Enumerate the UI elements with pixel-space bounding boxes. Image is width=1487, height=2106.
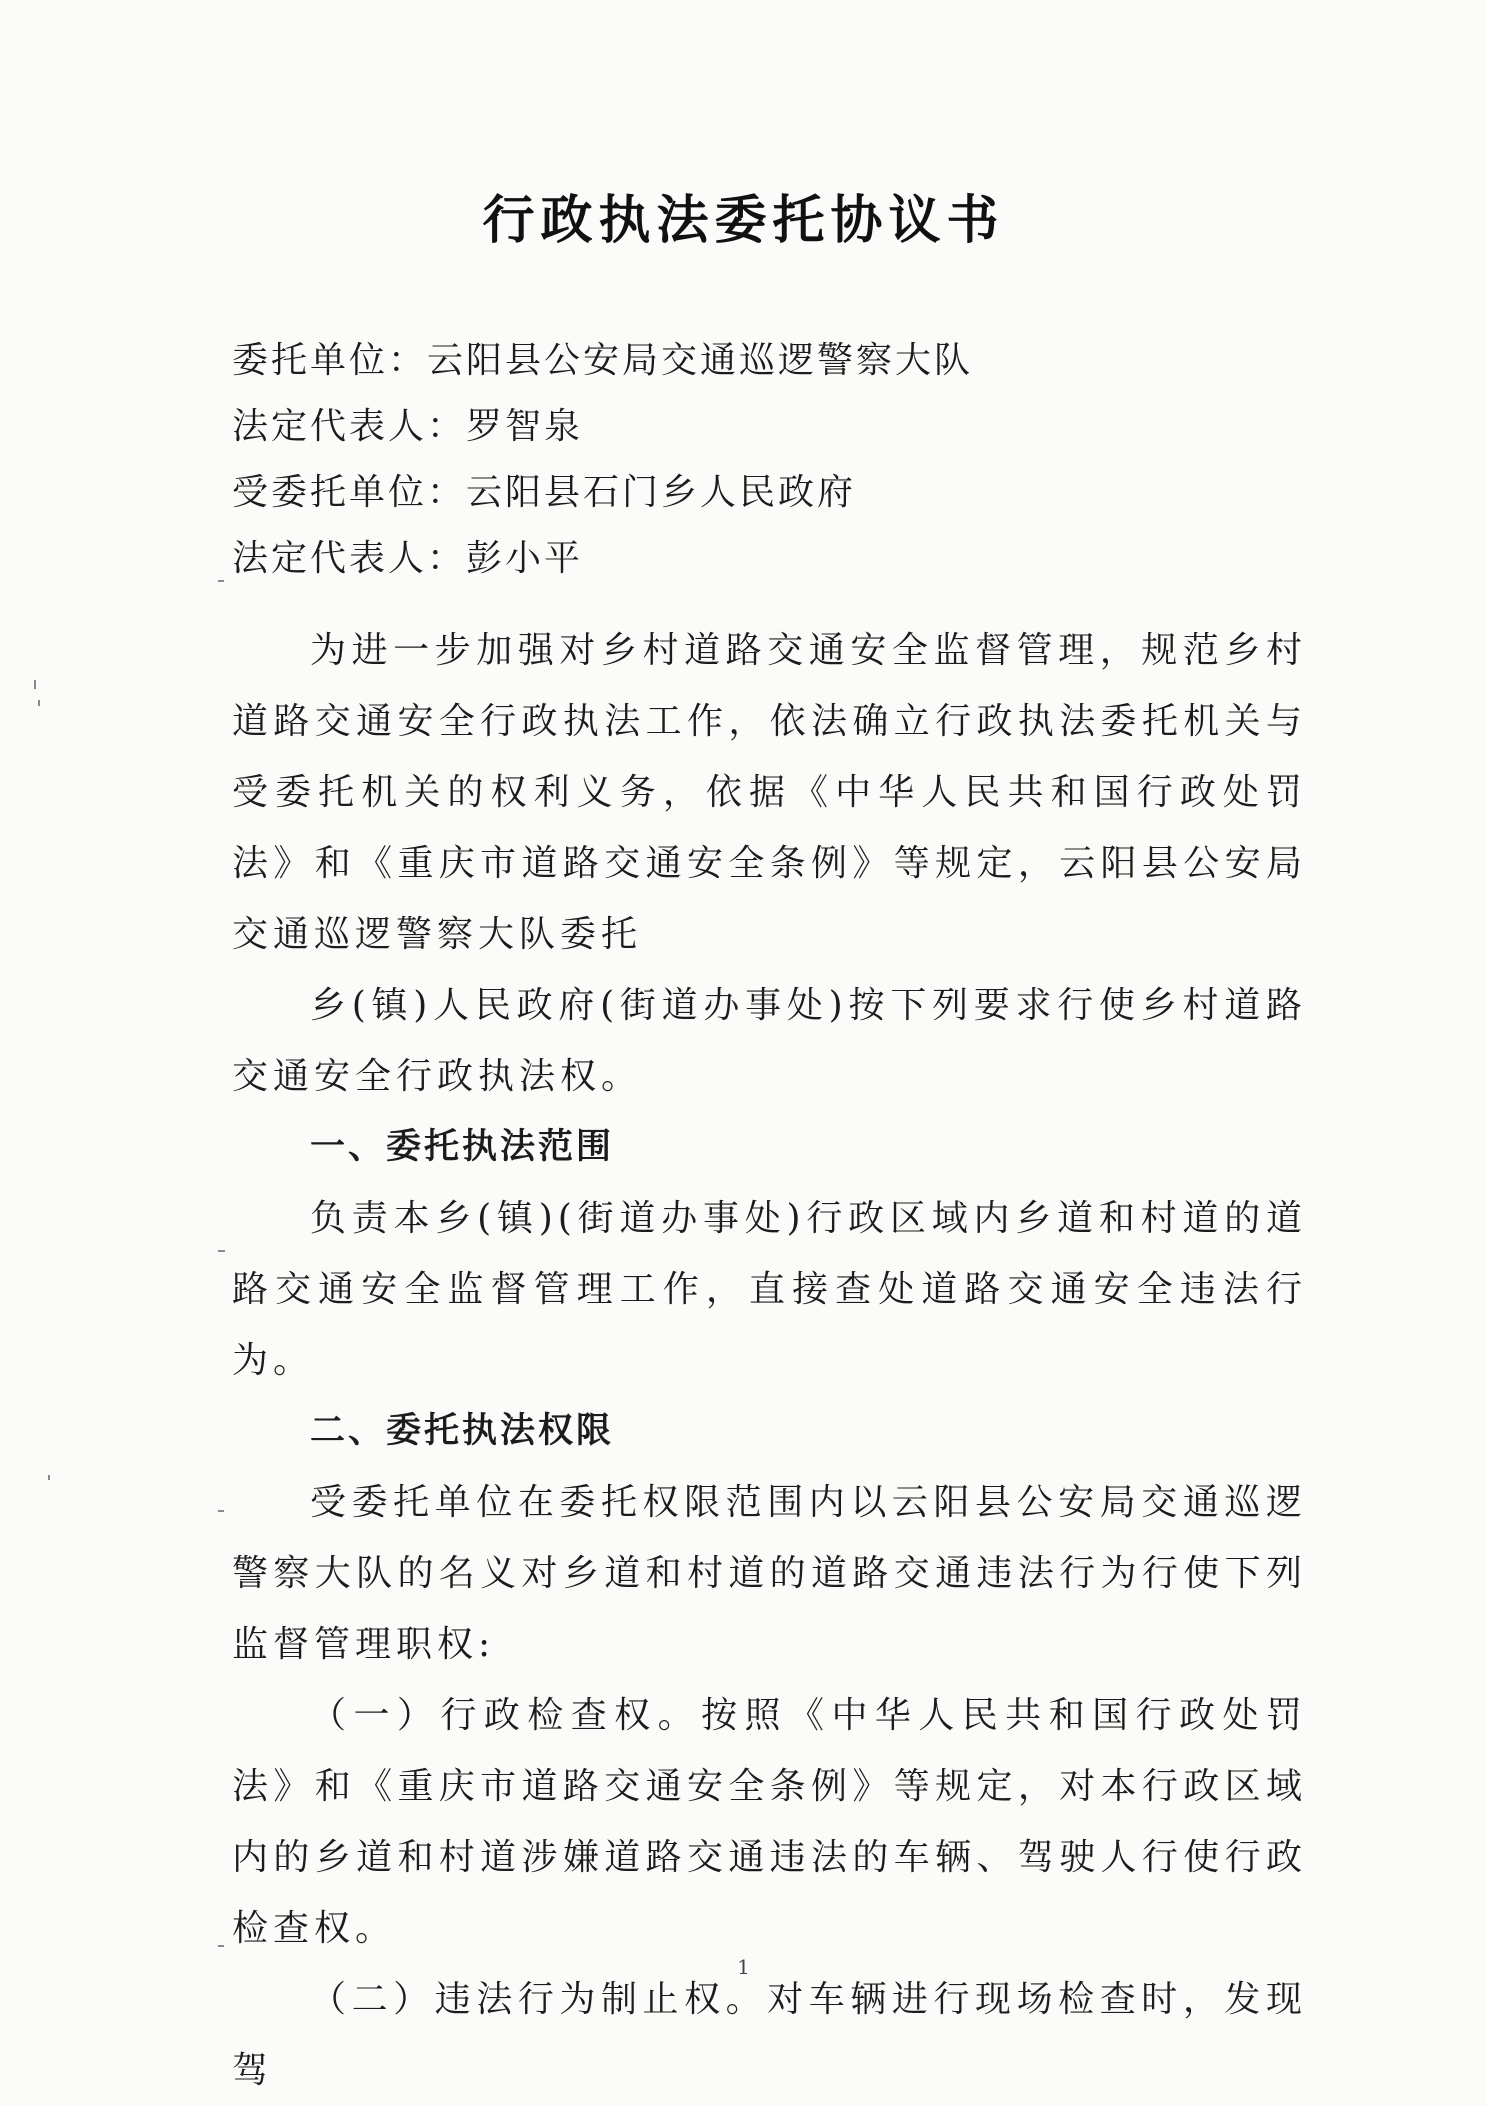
intro-paragraph: 为进一步加强对乡村道路交通安全监督管理，规范乡村道路交通安全行政执法工作，依法确立行政执法委托机关与受委托机关的权利义务，依据《中华人民共和国行政处罚法》和《重庆市道路交通安全条例》等规定，云阳县公安局交通巡逻警察大队委托: [232, 630, 1307, 955]
intro-paragraph-2: 乡(镇)人民政府(街道办事处)按下列要求行使乡村道路交通安全行政执法权。: [232, 985, 1307, 1097]
scan-speck: [218, 580, 224, 582]
section-1-paragraph: 负责本乡(镇)(街道办事处)行政区域内乡道和村道的道路交通安全监督管理工作，直接查处道路交通安全违法行为。: [232, 1198, 1307, 1381]
scan-speck: [34, 680, 36, 689]
section-2-heading: 二、委托执法权限: [310, 1411, 615, 1451]
page-number: 1: [737, 1955, 750, 1979]
party-line-delegator: 委托单位：云阳县公安局交通巡逻警察大队: [232, 340, 974, 381]
section-1-heading: 一、委托执法范围: [310, 1127, 615, 1167]
item-1-paragraph: （一）行政检查权。按照《中华人民共和国行政处罚法》和《重庆市道路交通安全条例》等规定，对本行政区域内的乡道和村道涉嫌道路交通违法的车辆、驾驶人行使行政检查权。: [232, 1695, 1307, 1949]
party-line-delegatee-rep: 法定代表人：彭小平: [232, 538, 584, 579]
party-line-delegatee: 受委托单位：云阳县石门乡人民政府: [232, 472, 857, 513]
scan-speck: [218, 1510, 224, 1512]
scan-speck: [38, 700, 40, 706]
agreement-body: [232, 615, 1307, 2106]
scan-speck: [218, 1250, 225, 1252]
parties-block: [232, 328, 1307, 592]
item-2-paragraph: （二）违法行为制止权。对车辆进行现场检查时，发现驾: [232, 1979, 1307, 2091]
scan-speck: [48, 1475, 50, 1480]
scan-speck: [218, 1945, 224, 1947]
document-title: 行政执法委托协议书: [482, 191, 1005, 251]
party-line-delegator-rep: 法定代表人：罗智泉: [232, 406, 584, 447]
section-2-paragraph: 受委托单位在委托权限范围内以云阳县公安局交通巡逻警察大队的名义对乡道和村道的道路交通违法行为行使下列监督管理职权:: [232, 1482, 1307, 1665]
